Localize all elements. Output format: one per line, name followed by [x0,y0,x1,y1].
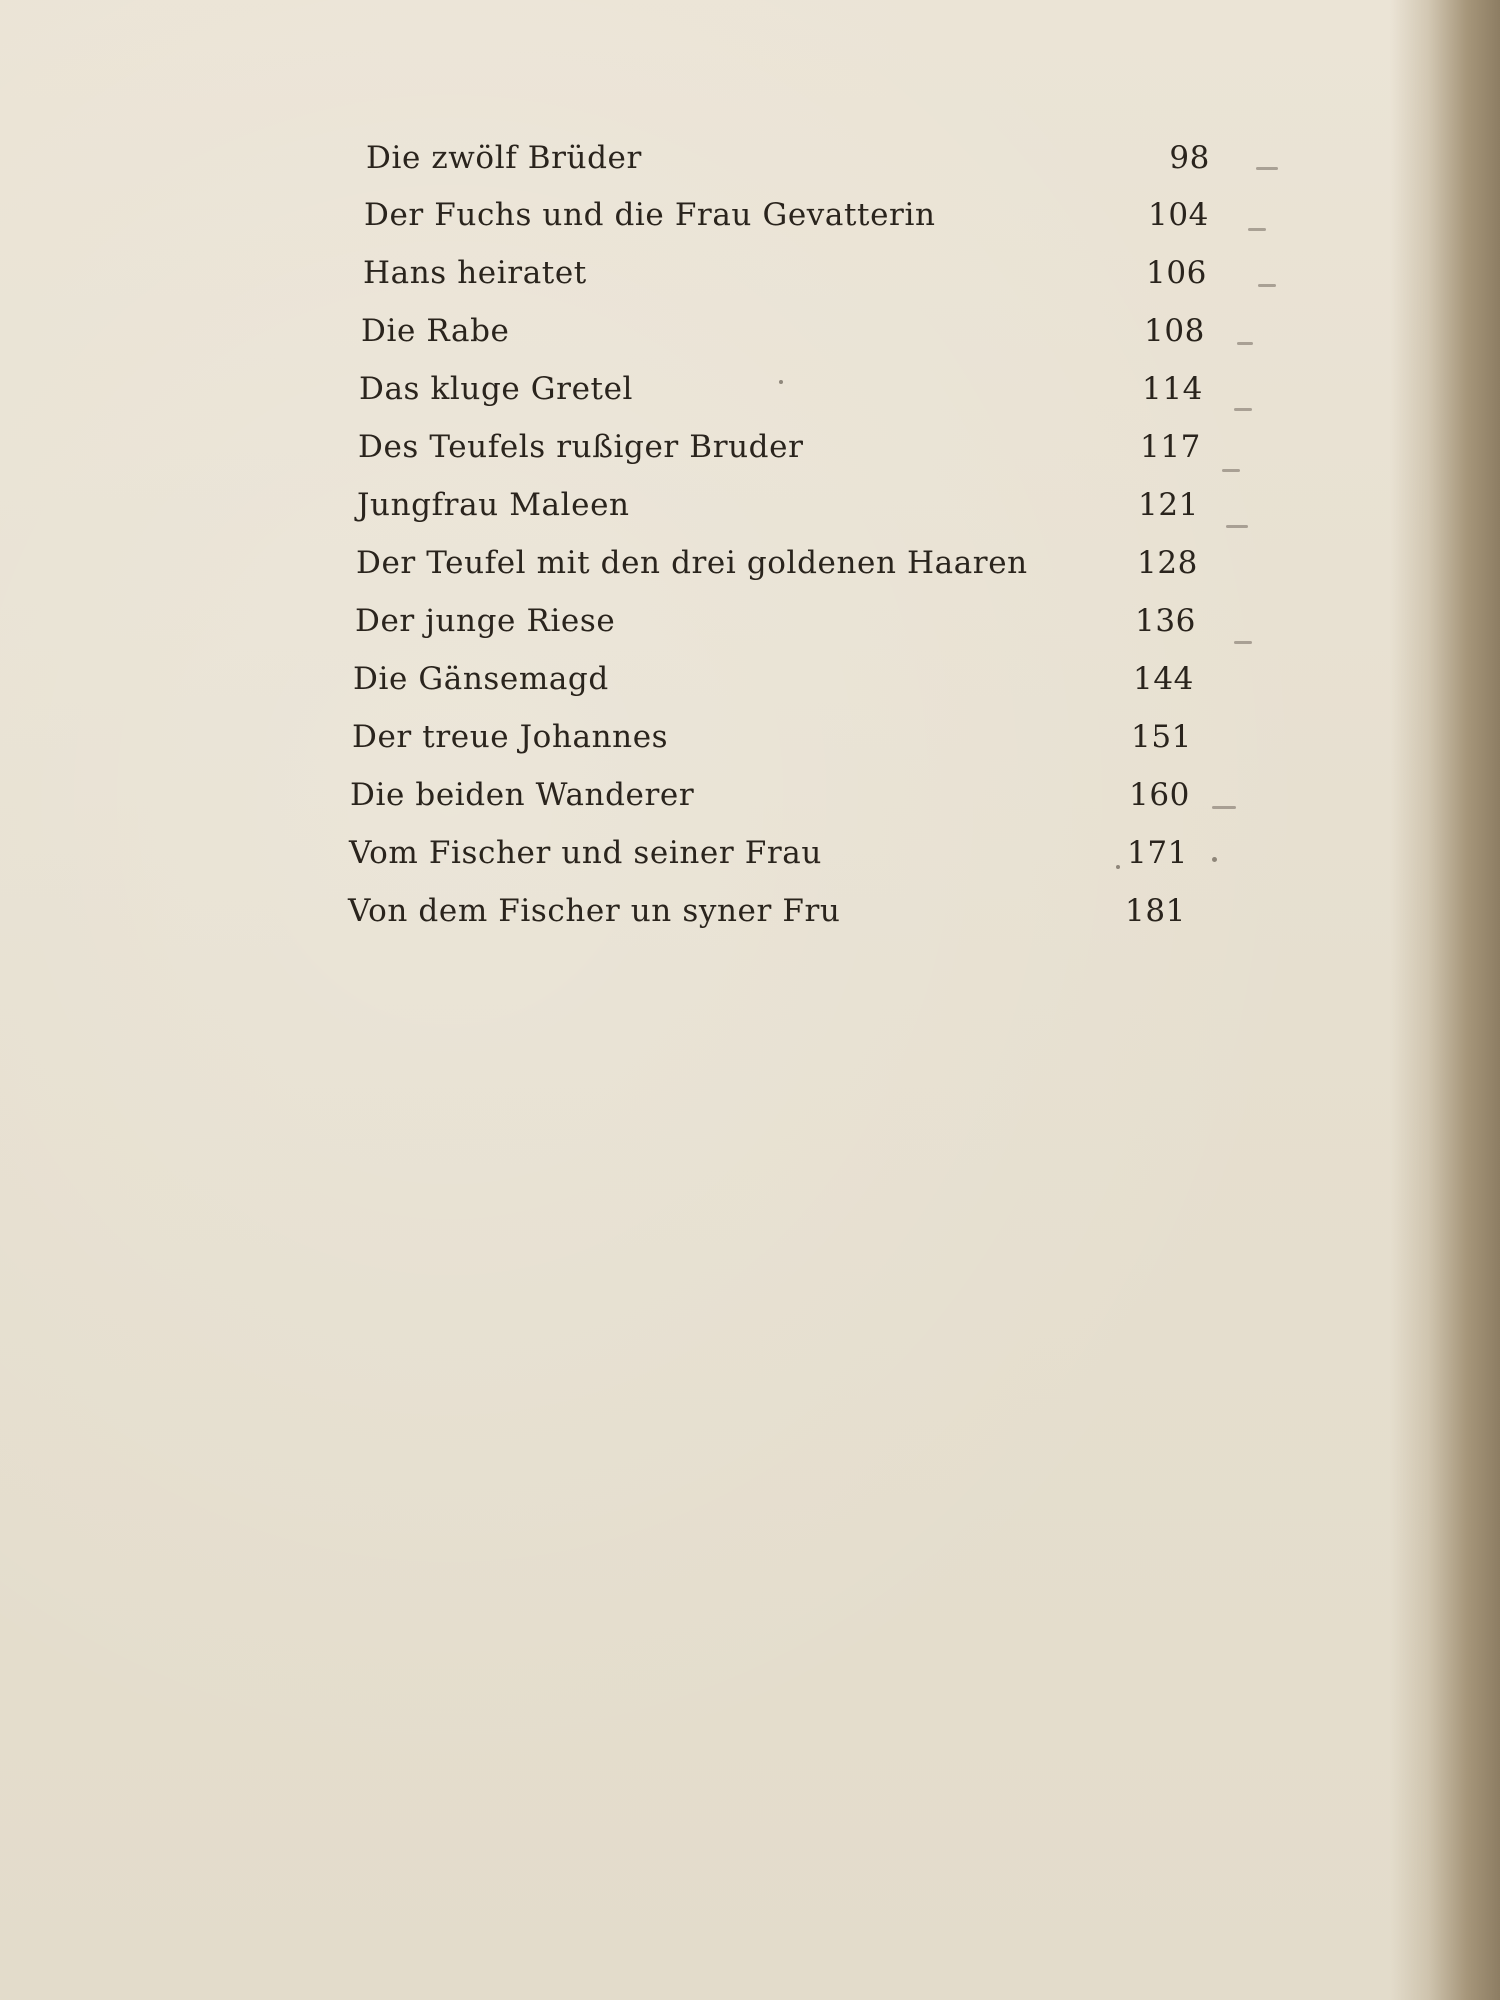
pencil-tick-mark [1222,469,1240,472]
toc-entry-title: Das kluge Gretel [359,371,634,407]
pencil-tick-mark [1256,167,1278,170]
toc-entry-title: Die zwölf Brüder [366,140,642,176]
toc-entry-title: Der Fuchs und die Frau Gevatterin [364,197,936,233]
toc-entry-title: Der treue Johannes [352,719,669,755]
toc-entry-page: 136 [1135,603,1196,639]
toc-entry-page: 117 [1140,429,1201,465]
toc-entry [0,140,1300,190]
toc-entry-page: 171 [1127,835,1188,871]
toc-entry-page: 121 [1138,487,1199,523]
toc-entry-page: 128 [1137,545,1198,581]
toc-entry [0,429,1300,479]
toc-entry [0,835,1300,885]
toc-entry-title: Der junge Riese [355,603,616,639]
toc-entry [0,313,1300,363]
toc-entry-title: Des Teufels rußiger Bruder [358,429,804,465]
toc-entry [0,545,1300,595]
ink-speck [1212,857,1217,862]
toc-entry-page: 181 [1125,893,1186,929]
toc-entry [0,197,1300,247]
toc-entry-title: Die Gänsemagd [353,661,609,697]
toc-entry-page: 104 [1148,197,1209,233]
toc-entry [0,487,1300,537]
toc-entry-title: Die beiden Wanderer [350,777,695,813]
toc-entry-title: Vom Fischer und seiner Frau [349,835,822,871]
pencil-tick-mark [1248,228,1266,231]
toc-entry [0,719,1300,769]
pencil-tick-mark [1212,806,1236,809]
toc-entry-page: 114 [1142,371,1203,407]
toc-entry [0,371,1300,421]
pencil-tick-mark [1237,342,1253,345]
toc-entry-page: 144 [1133,661,1194,697]
toc-entry [0,661,1300,711]
toc-entry-title: Hans heiratet [363,255,587,291]
pencil-tick-mark [1226,525,1248,528]
toc-entry-title: Jungfrau Maleen [357,487,630,523]
toc-entry-title: Der Teufel mit den drei goldenen Haaren [356,545,1028,581]
toc-entry [0,777,1300,827]
toc-entry-page: 151 [1131,719,1192,755]
toc-entry-page: 106 [1146,255,1207,291]
toc-entry [0,893,1300,943]
toc-entry [0,603,1300,653]
pencil-tick-mark [1234,408,1252,411]
ink-speck [779,380,783,384]
toc-entry-page: 108 [1144,313,1205,349]
toc-entry-page: 160 [1129,777,1190,813]
toc-entry-page: 98 [1169,140,1210,176]
ink-speck [1116,865,1120,869]
pencil-tick-mark [1234,641,1252,644]
toc-entry-title: Die Rabe [361,313,510,349]
pencil-tick-mark [1258,284,1276,287]
toc-entry [0,255,1300,305]
toc-entry-title: Von dem Fischer un syner Fru [348,893,841,929]
